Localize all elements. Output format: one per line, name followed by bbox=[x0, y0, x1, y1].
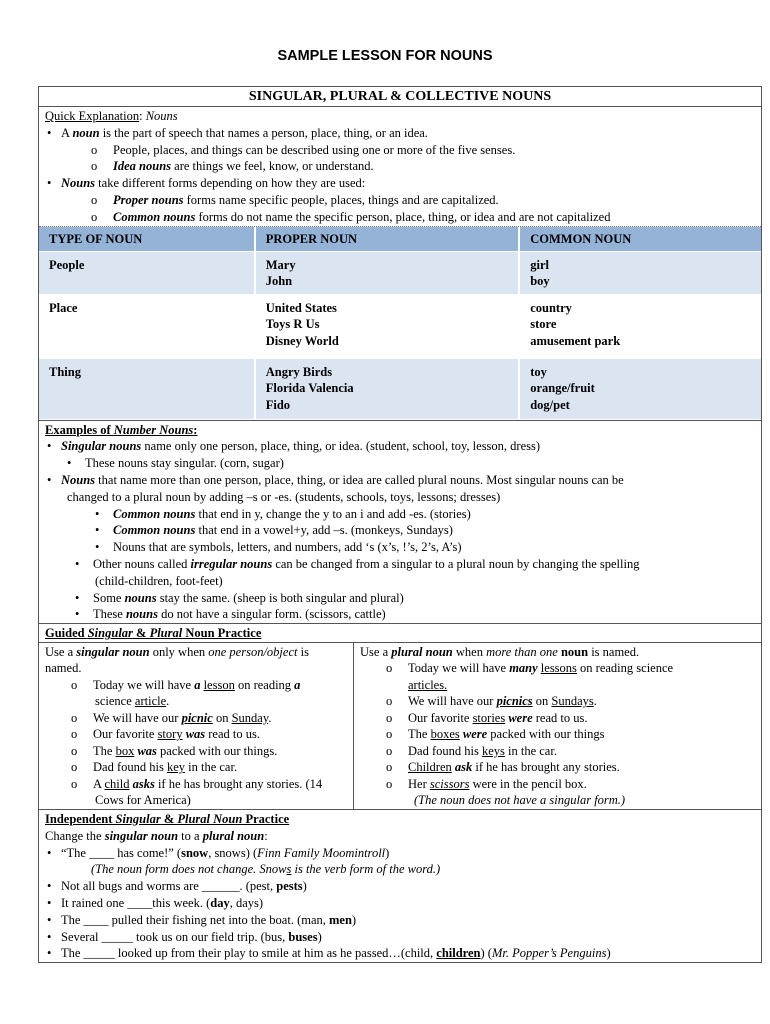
list-item: o Our favorite stories were read to us. bbox=[386, 710, 588, 725]
independent-practice bbox=[39, 810, 761, 962]
circle-bullet-icon: o bbox=[71, 677, 78, 692]
list-item-continued: changed to a plural noun by adding –s or -es. (students, schools, toys, lessons; dresses) bbox=[67, 489, 501, 504]
list-item: o Proper nouns forms name specific people, places, things and are capitalized. bbox=[91, 192, 499, 207]
list-item: o Today we will have many lessons on reading science bbox=[386, 661, 674, 676]
circle-bullet-icon: o bbox=[91, 192, 98, 207]
list-item: o A child asks if he has brought any stories. (14 bbox=[71, 776, 323, 791]
table-header-row bbox=[39, 227, 761, 252]
quick-explanation bbox=[39, 107, 761, 227]
table-header: TYPE OF NOUN bbox=[39, 227, 255, 252]
circle-bullet-icon: o bbox=[386, 743, 393, 758]
list-item: • Common nouns that end in a vowel+y, add –s. (monkeys, Sundays) bbox=[95, 523, 453, 538]
list-item: o We will have our picnics on Sundays. bbox=[386, 694, 597, 709]
circle-bullet-icon: o bbox=[71, 727, 78, 742]
examples-heading: Examples of Number Nouns: bbox=[45, 422, 198, 437]
table-header: PROPER NOUN bbox=[255, 227, 519, 252]
list-item: • Other nouns called irregular nouns can be changed from a singular to a plural noun by changing the spelling bbox=[75, 556, 640, 571]
bullet-icon: • bbox=[47, 946, 52, 961]
circle-bullet-icon: o bbox=[71, 760, 78, 775]
table-cell: Mary John bbox=[255, 251, 519, 294]
list-item: o Idea nouns are things we feel, know, or understand. bbox=[91, 159, 374, 174]
table-cell: United States Toys R Us Disney World bbox=[255, 294, 519, 358]
table-cell: Thing bbox=[39, 358, 255, 419]
lesson-sheet bbox=[38, 86, 762, 963]
list-item: o Our favorite story was read to us. bbox=[71, 727, 260, 742]
list-item: o Today we will have a lesson on reading a bbox=[71, 677, 301, 692]
circle-bullet-icon: o bbox=[91, 159, 98, 174]
list-item: • The _____ looked up from their play to smile at him as he passed…(child, children) (Mr. Popper’s Penguins) bbox=[47, 946, 611, 961]
circle-bullet-icon: o bbox=[386, 710, 393, 725]
list-item: • Nouns that are symbols, letters, and numbers, add ‘s (x’s, !’s, 2’s, A’s) bbox=[95, 540, 462, 555]
list-item: • Common nouns that end in y, change the y to an i and add -es. (stories) bbox=[95, 506, 471, 521]
table-row bbox=[39, 294, 761, 358]
table-cell: Angry Birds Florida Valencia Fido bbox=[255, 358, 519, 419]
list-item: o Her scissors were in the pencil box. bbox=[386, 776, 587, 791]
circle-bullet-icon: o bbox=[71, 710, 78, 725]
circle-bullet-icon: o bbox=[386, 694, 393, 709]
list-item: • The ____ pulled their fishing net into the boat. (man, men) bbox=[47, 912, 357, 927]
list-item-continued: Cows for America) bbox=[95, 793, 191, 808]
table-cell: Place bbox=[39, 294, 255, 358]
table-cell: country store amusement park bbox=[519, 294, 761, 358]
plural-column: Use a plural noun when more than one noun is named. o Today we will have many lessons on reading science articles. o We will have our picnics on Sundays. o Our favorite stories were read to us. o The boxes were packed with our things o Dad found his keys in the car. o Children ask if he has brought any stories. o Her scissors were in the pencil box. (The noun does not have a singular form.) bbox=[354, 643, 761, 809]
list-item: o Dad found his key in the car. bbox=[71, 760, 238, 775]
bullet-icon: • bbox=[67, 456, 72, 471]
independent-heading: Independent Singular & Plural Noun Practice bbox=[45, 811, 290, 826]
section-title: SINGULAR, PLURAL & COLLECTIVE NOUNS bbox=[39, 87, 761, 107]
list-item: o Dad found his keys in the car. bbox=[386, 743, 557, 758]
bullet-icon: • bbox=[47, 439, 52, 454]
bullet-icon: • bbox=[47, 472, 52, 487]
list-item-continued: (child-children, foot-feet) bbox=[95, 573, 223, 588]
guided-heading: Guided Singular & Plural Noun Practice bbox=[39, 624, 761, 643]
list-item: • Several _____ took us on our field trip. (bus, buses) bbox=[47, 929, 322, 944]
list-item: • Nouns take different forms depending on how they are used: bbox=[47, 176, 366, 191]
examples-section bbox=[39, 420, 761, 625]
table-row bbox=[39, 251, 761, 294]
guided-practice bbox=[39, 643, 761, 810]
bullet-icon: • bbox=[75, 556, 80, 571]
table-row bbox=[39, 358, 761, 419]
list-item: o The box was packed with our things. bbox=[71, 743, 278, 758]
bullet-icon: • bbox=[95, 540, 100, 555]
bullet-icon: • bbox=[75, 607, 80, 622]
circle-bullet-icon: o bbox=[386, 727, 393, 742]
bullet-icon: • bbox=[47, 845, 52, 860]
list-item: • Nouns that name more than one person, place, thing, or idea are called plural nouns. Most singular nouns can be bbox=[47, 472, 624, 487]
bullet-icon: • bbox=[95, 523, 100, 538]
list-item: o Common nouns forms do not name the specific person, place, thing, or idea and are not capitalized bbox=[91, 209, 611, 224]
bullet-icon: • bbox=[95, 506, 100, 521]
circle-bullet-icon: o bbox=[71, 776, 78, 791]
circle-bullet-icon: o bbox=[71, 743, 78, 758]
bullet-icon: • bbox=[47, 176, 52, 191]
singular-column: Use a singular noun only when one person/object is named. o Today we will have a lesson on reading a science article. o We will have our picnic on Sunday. o Our favorite story was read to us. o The box was packed with our things. o Dad found his key in the car. o A child asks if he has brought any stories. (14 Cows for America) bbox=[39, 643, 354, 809]
bullet-icon: • bbox=[47, 879, 52, 894]
quick-heading: Quick Explanation: Nouns bbox=[45, 109, 178, 123]
circle-bullet-icon: o bbox=[91, 209, 98, 224]
circle-bullet-icon: o bbox=[386, 661, 393, 676]
table-cell: girl boy bbox=[519, 251, 761, 294]
list-item: o We will have our picnic on Sunday. bbox=[71, 710, 272, 725]
list-item: • Not all bugs and worms are ______. (pest, pests) bbox=[47, 879, 307, 894]
list-item-continued: articles. bbox=[408, 677, 448, 692]
bullet-icon: • bbox=[47, 912, 52, 927]
table-cell: People bbox=[39, 251, 255, 294]
list-item: • It rained one ____this week. (day, days) bbox=[47, 895, 264, 910]
note: (The noun does not have a singular form.) bbox=[414, 793, 626, 808]
list-item: • Singular nouns name only one person, place, thing, or idea. (student, school, toy, lesson, dress) bbox=[47, 439, 541, 454]
bullet-icon: • bbox=[47, 895, 52, 910]
circle-bullet-icon: o bbox=[386, 760, 393, 775]
circle-bullet-icon: o bbox=[91, 142, 98, 157]
list-item: o People, places, and things can be described using one or more of the five senses. bbox=[91, 142, 516, 157]
page-title: SAMPLE LESSON FOR NOUNS bbox=[277, 48, 493, 64]
independent-intro: Change the singular noun to a plural noun: bbox=[45, 828, 268, 843]
list-item: • “The ____ has come!” (snow, snows) (Finn Family Moomintroll) bbox=[47, 845, 390, 860]
bullet-icon: • bbox=[75, 590, 80, 605]
table-header: COMMON NOUN bbox=[519, 227, 761, 252]
bullet-icon: • bbox=[47, 125, 52, 140]
list-item: • These nouns do not have a singular form. (scissors, cattle) bbox=[75, 607, 386, 622]
circle-bullet-icon: o bbox=[386, 776, 393, 791]
list-item: • Some nouns stay the same. (sheep is both singular and plural) bbox=[75, 590, 404, 605]
list-item: • A noun is the part of speech that names a person, place, thing, or an idea. bbox=[47, 125, 428, 140]
list-item: o Children ask if he has brought any stories. bbox=[386, 760, 620, 775]
note: (The noun form does not change. Snows is the verb form of the word.) bbox=[91, 862, 441, 877]
table-cell: toy orange/fruit dog/pet bbox=[519, 358, 761, 419]
noun-type-table bbox=[39, 227, 761, 420]
list-item: o The boxes were packed with our things bbox=[386, 727, 605, 742]
list-item: • These nouns stay singular. (corn, sugar) bbox=[67, 456, 284, 471]
bullet-icon: • bbox=[47, 929, 52, 944]
list-item-continued: science article. bbox=[95, 694, 170, 709]
